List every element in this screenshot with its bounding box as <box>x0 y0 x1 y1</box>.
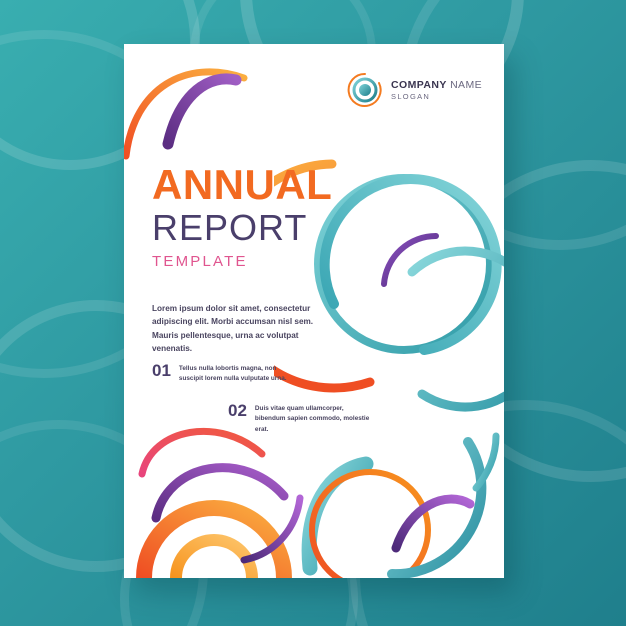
title-report: REPORT <box>152 207 308 249</box>
decorative-ring-teal-right <box>396 244 504 444</box>
list-item-text: Duis vitae quam ullamcorper, bibendum sapien commodo, molestie erat. <box>254 405 370 433</box>
list-item-number: 02 <box>228 401 247 420</box>
body-paragraph: Lorem ipsum dolor sit amet, consectetur adipiscing elit. Morbi accumsan nisl sem. Mauris pellentesque, urna ac volutpat venenatis. <box>152 304 314 354</box>
list-item-number: 01 <box>152 361 171 380</box>
title-annual: ANNUAL <box>152 161 333 208</box>
logo-company: COMPANY <box>391 78 447 91</box>
logo-slogan: SLOGAN <box>391 91 431 101</box>
logo-name: NAME <box>450 78 482 91</box>
logo-company-line <box>391 79 482 91</box>
poster-document <box>124 44 504 578</box>
logo-text <box>391 79 482 102</box>
list-item <box>228 402 375 435</box>
list-item <box>152 362 299 385</box>
logo <box>347 72 482 108</box>
title-template: TEMPLATE <box>152 252 248 270</box>
circle-logo-icon <box>347 72 383 108</box>
title-block <box>152 161 402 270</box>
decorative-shapes-top-left <box>124 52 324 172</box>
list-item-text: Tellus nulla lobortis magna, non suscipit lorem nulla vulputate urna. <box>178 365 287 383</box>
